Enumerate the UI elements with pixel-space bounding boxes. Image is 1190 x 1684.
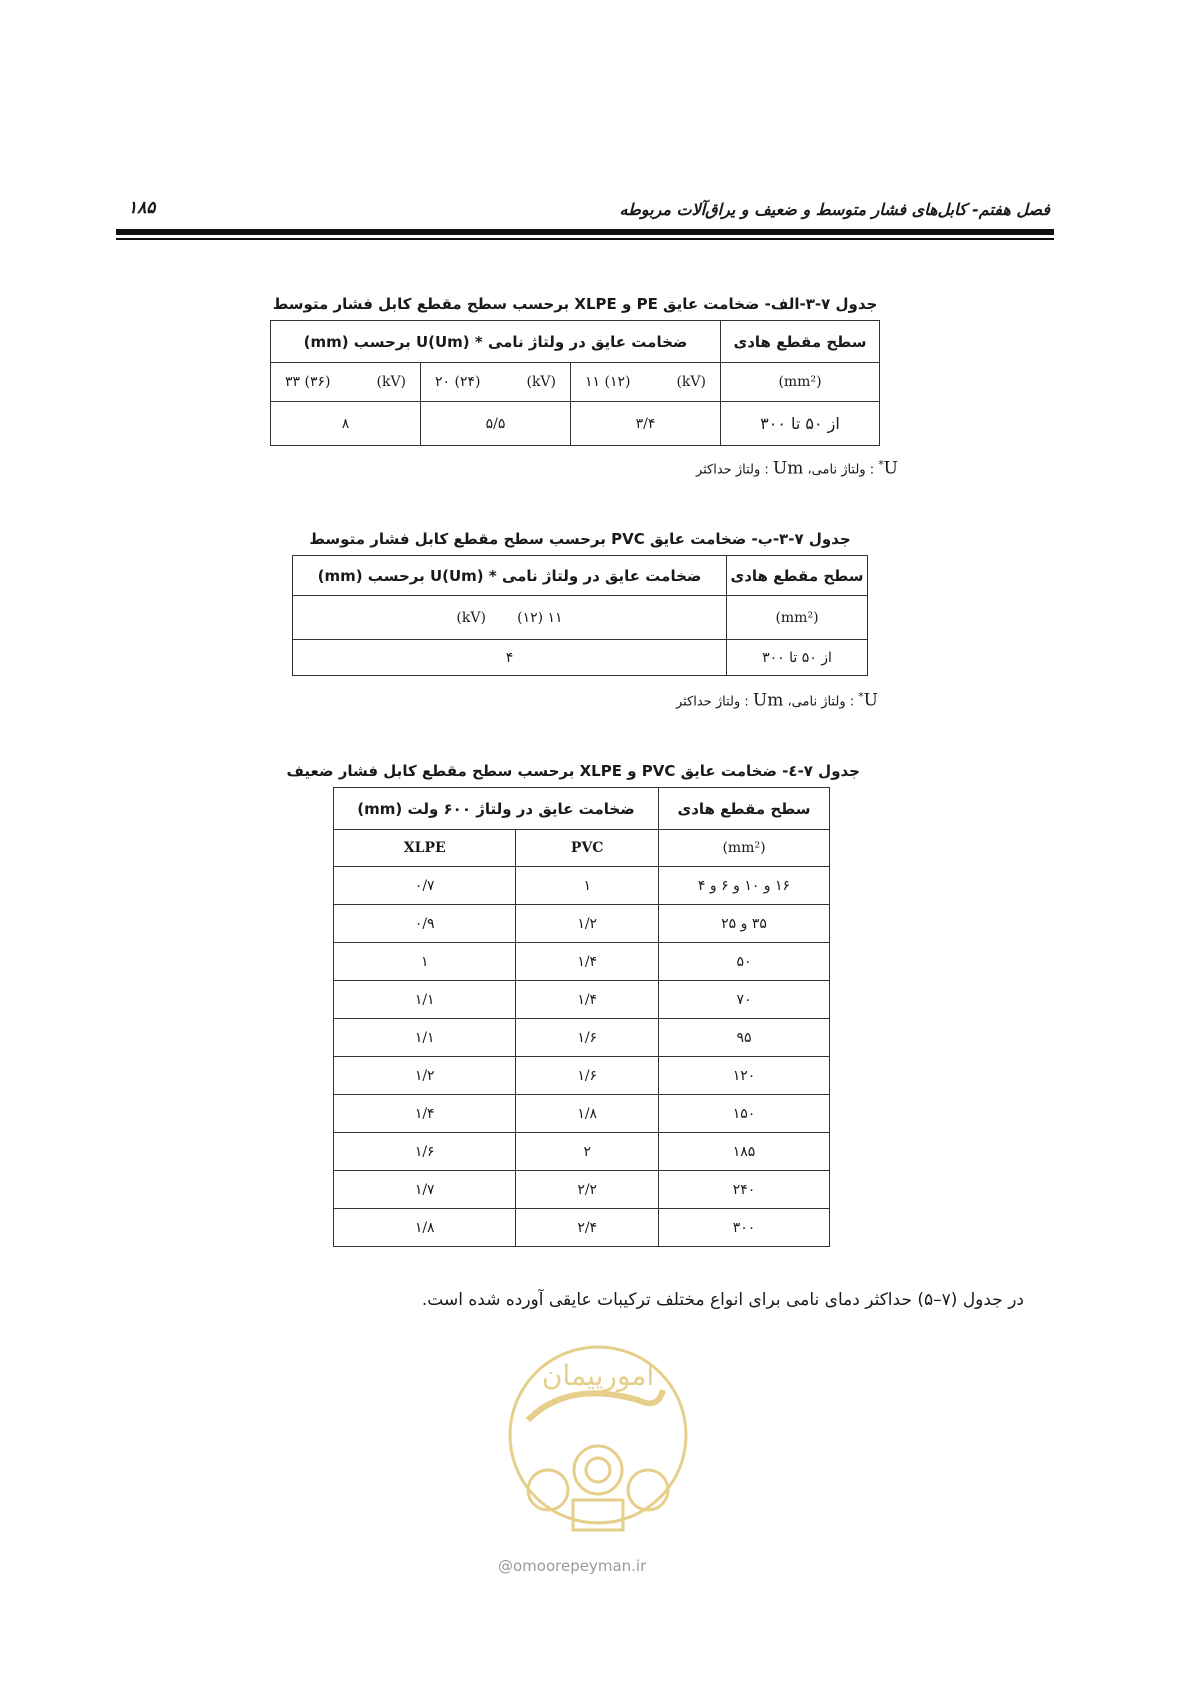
table2-footnote: U* : ولتاژ نامی، Um : ولتاژ حداکثر	[675, 690, 878, 711]
table3-cell-area: ۵۰	[659, 943, 830, 981]
table3-area-header: سطح مقطع هادی	[659, 788, 830, 830]
table3-cell-area: ۱۲۰	[659, 1057, 830, 1095]
header-rule-thin	[116, 238, 1054, 240]
table3-cell-xlpe: ۱/۲	[334, 1057, 516, 1095]
table2	[292, 555, 868, 676]
table3-area-unit: (mm²)	[659, 830, 830, 867]
table3-cell-xlpe: ۱/۱	[334, 1019, 516, 1057]
table3	[333, 787, 830, 1247]
table-row	[334, 1019, 830, 1057]
watermark-swash-icon	[528, 1390, 663, 1420]
table3-cell-area: ۲۴۰	[659, 1171, 830, 1209]
table3-cell-xlpe: ۰/۷	[334, 867, 516, 905]
table1-footnote: U* : ولتاژ نامی، Um : ولتاژ حداکثر	[695, 458, 898, 479]
watermark-crane-icon	[628, 1470, 668, 1510]
table-row	[334, 867, 830, 905]
table3-cell-area: ۷۰	[659, 981, 830, 1019]
table3-cell-pvc: ۲/۲	[516, 1171, 659, 1209]
table2-area-header: سطح مقطع هادی	[727, 556, 868, 596]
table3-cell-area: ۳۰۰	[659, 1209, 830, 1247]
table3-cell-xlpe: ۱/۱	[334, 981, 516, 1019]
table1-row-value-11: ۳/۴	[571, 402, 721, 446]
table3-cell-pvc: ۱/۴	[516, 943, 659, 981]
table3-cell-pvc: ۲/۴	[516, 1209, 659, 1247]
table1	[270, 320, 880, 446]
table3-cell-xlpe: ۱/۷	[334, 1171, 516, 1209]
table-row	[334, 1133, 830, 1171]
table1-row-value-33: ۸	[271, 402, 421, 446]
table-row	[334, 1057, 830, 1095]
table-row	[334, 905, 830, 943]
table2-thickness-header: ضخامت عایق در ولتاژ نامی * U(Um) برحسب (mm)	[293, 556, 727, 596]
table-row	[334, 981, 830, 1019]
table1-voltage-20: ۲۰ (۲۴) (kV)	[421, 363, 571, 402]
table3-cell-xlpe: ۱/۶	[334, 1133, 516, 1171]
table2-row-value: ۴	[293, 640, 727, 676]
table3-thickness-header: ضخامت عایق در ولتاژ ۶۰۰ ولت (mm)	[334, 788, 659, 830]
table1-voltage-11: ۱۱ (۱۲) (kV)	[571, 363, 721, 402]
table1-area-header: سطح مقطع هادی	[721, 321, 880, 363]
table3-cell-pvc: ۱/۶	[516, 1019, 659, 1057]
table2-caption: جدول ۷-۳-ب- ضخامت عایق PVC برحسب سطح مقطع کابل فشار متوسط	[309, 530, 851, 548]
table3-cell-area: ۹۵	[659, 1019, 830, 1057]
table1-row-area: از ۵۰ تا ۳۰۰	[721, 402, 880, 446]
header-rule-thick	[116, 229, 1054, 235]
chapter-title: فصل هفتم- کابل‌های فشار متوسط و ضعیف و یراق‌آلات مربوطه	[619, 200, 1050, 219]
table3-cell-pvc: ۲	[516, 1133, 659, 1171]
table2-voltage: ۱۱ (۱۲) (kV)	[293, 596, 727, 640]
table2-area-unit: (mm²)	[727, 596, 868, 640]
table1-caption: جدول ۷-۳-الف- ضخامت عایق PE و XLPE برحسب سطح مقطع کابل فشار متوسط	[272, 295, 878, 313]
table3-caption: جدول ۷-٤- ضخامت عایق PVC و XLPE برحسب سطح مقطع کابل فشار ضعیف	[286, 762, 860, 780]
table1-area-unit: (mm²)	[721, 363, 880, 402]
table3-cell-pvc: ۱/۶	[516, 1057, 659, 1095]
page-number: ۱۸۵	[128, 198, 156, 218]
watermark-logo	[488, 1340, 708, 1550]
table3-cell-area: ۱۵۰	[659, 1095, 830, 1133]
table1-row-value-20: ۵/۵	[421, 402, 571, 446]
table-row	[334, 1171, 830, 1209]
table-row	[334, 1209, 830, 1247]
table3-cell-area: ۳۵ و ۲۵	[659, 905, 830, 943]
table1-thickness-header: ضخامت عایق در ولتاژ نامی * U(Um) برحسب (mm)	[271, 321, 721, 363]
table3-col-pvc: PVC	[516, 830, 659, 867]
watermark-gear-icon	[574, 1446, 622, 1494]
body-paragraph: در جدول (۷–۵) حداکثر دمای نامی برای انواع مختلف ترکیبات عایقی آورده شده است.	[421, 1290, 1024, 1310]
table3-cell-pvc: ۱/۲	[516, 905, 659, 943]
table3-cell-pvc: ۱	[516, 867, 659, 905]
table-row	[334, 943, 830, 981]
table3-col-xlpe: XLPE	[334, 830, 516, 867]
table3-cell-xlpe: ۱/۴	[334, 1095, 516, 1133]
table3-cell-xlpe: ۰/۹	[334, 905, 516, 943]
table3-cell-area: ۱۸۵	[659, 1133, 830, 1171]
table3-cell-xlpe: ۱	[334, 943, 516, 981]
table3-cell-area: ۱۶ و ۱۰ و ۶ و ۴	[659, 867, 830, 905]
watermark-url: @omoorepeyman.ir	[498, 1557, 647, 1575]
table3-cell-pvc: ۱/۴	[516, 981, 659, 1019]
watermark-logo-text: امورپیمان	[541, 1359, 655, 1392]
table-row	[334, 1095, 830, 1133]
watermark-grid-icon	[573, 1500, 623, 1530]
watermark-scale-icon	[528, 1470, 568, 1510]
table2-row-area: از ۵۰ تا ۳۰۰	[727, 640, 868, 676]
table3-cell-xlpe: ۱/۸	[334, 1209, 516, 1247]
table1-voltage-33: ۳۳ (۳۶) (kV)	[271, 363, 421, 402]
table3-cell-pvc: ۱/۸	[516, 1095, 659, 1133]
